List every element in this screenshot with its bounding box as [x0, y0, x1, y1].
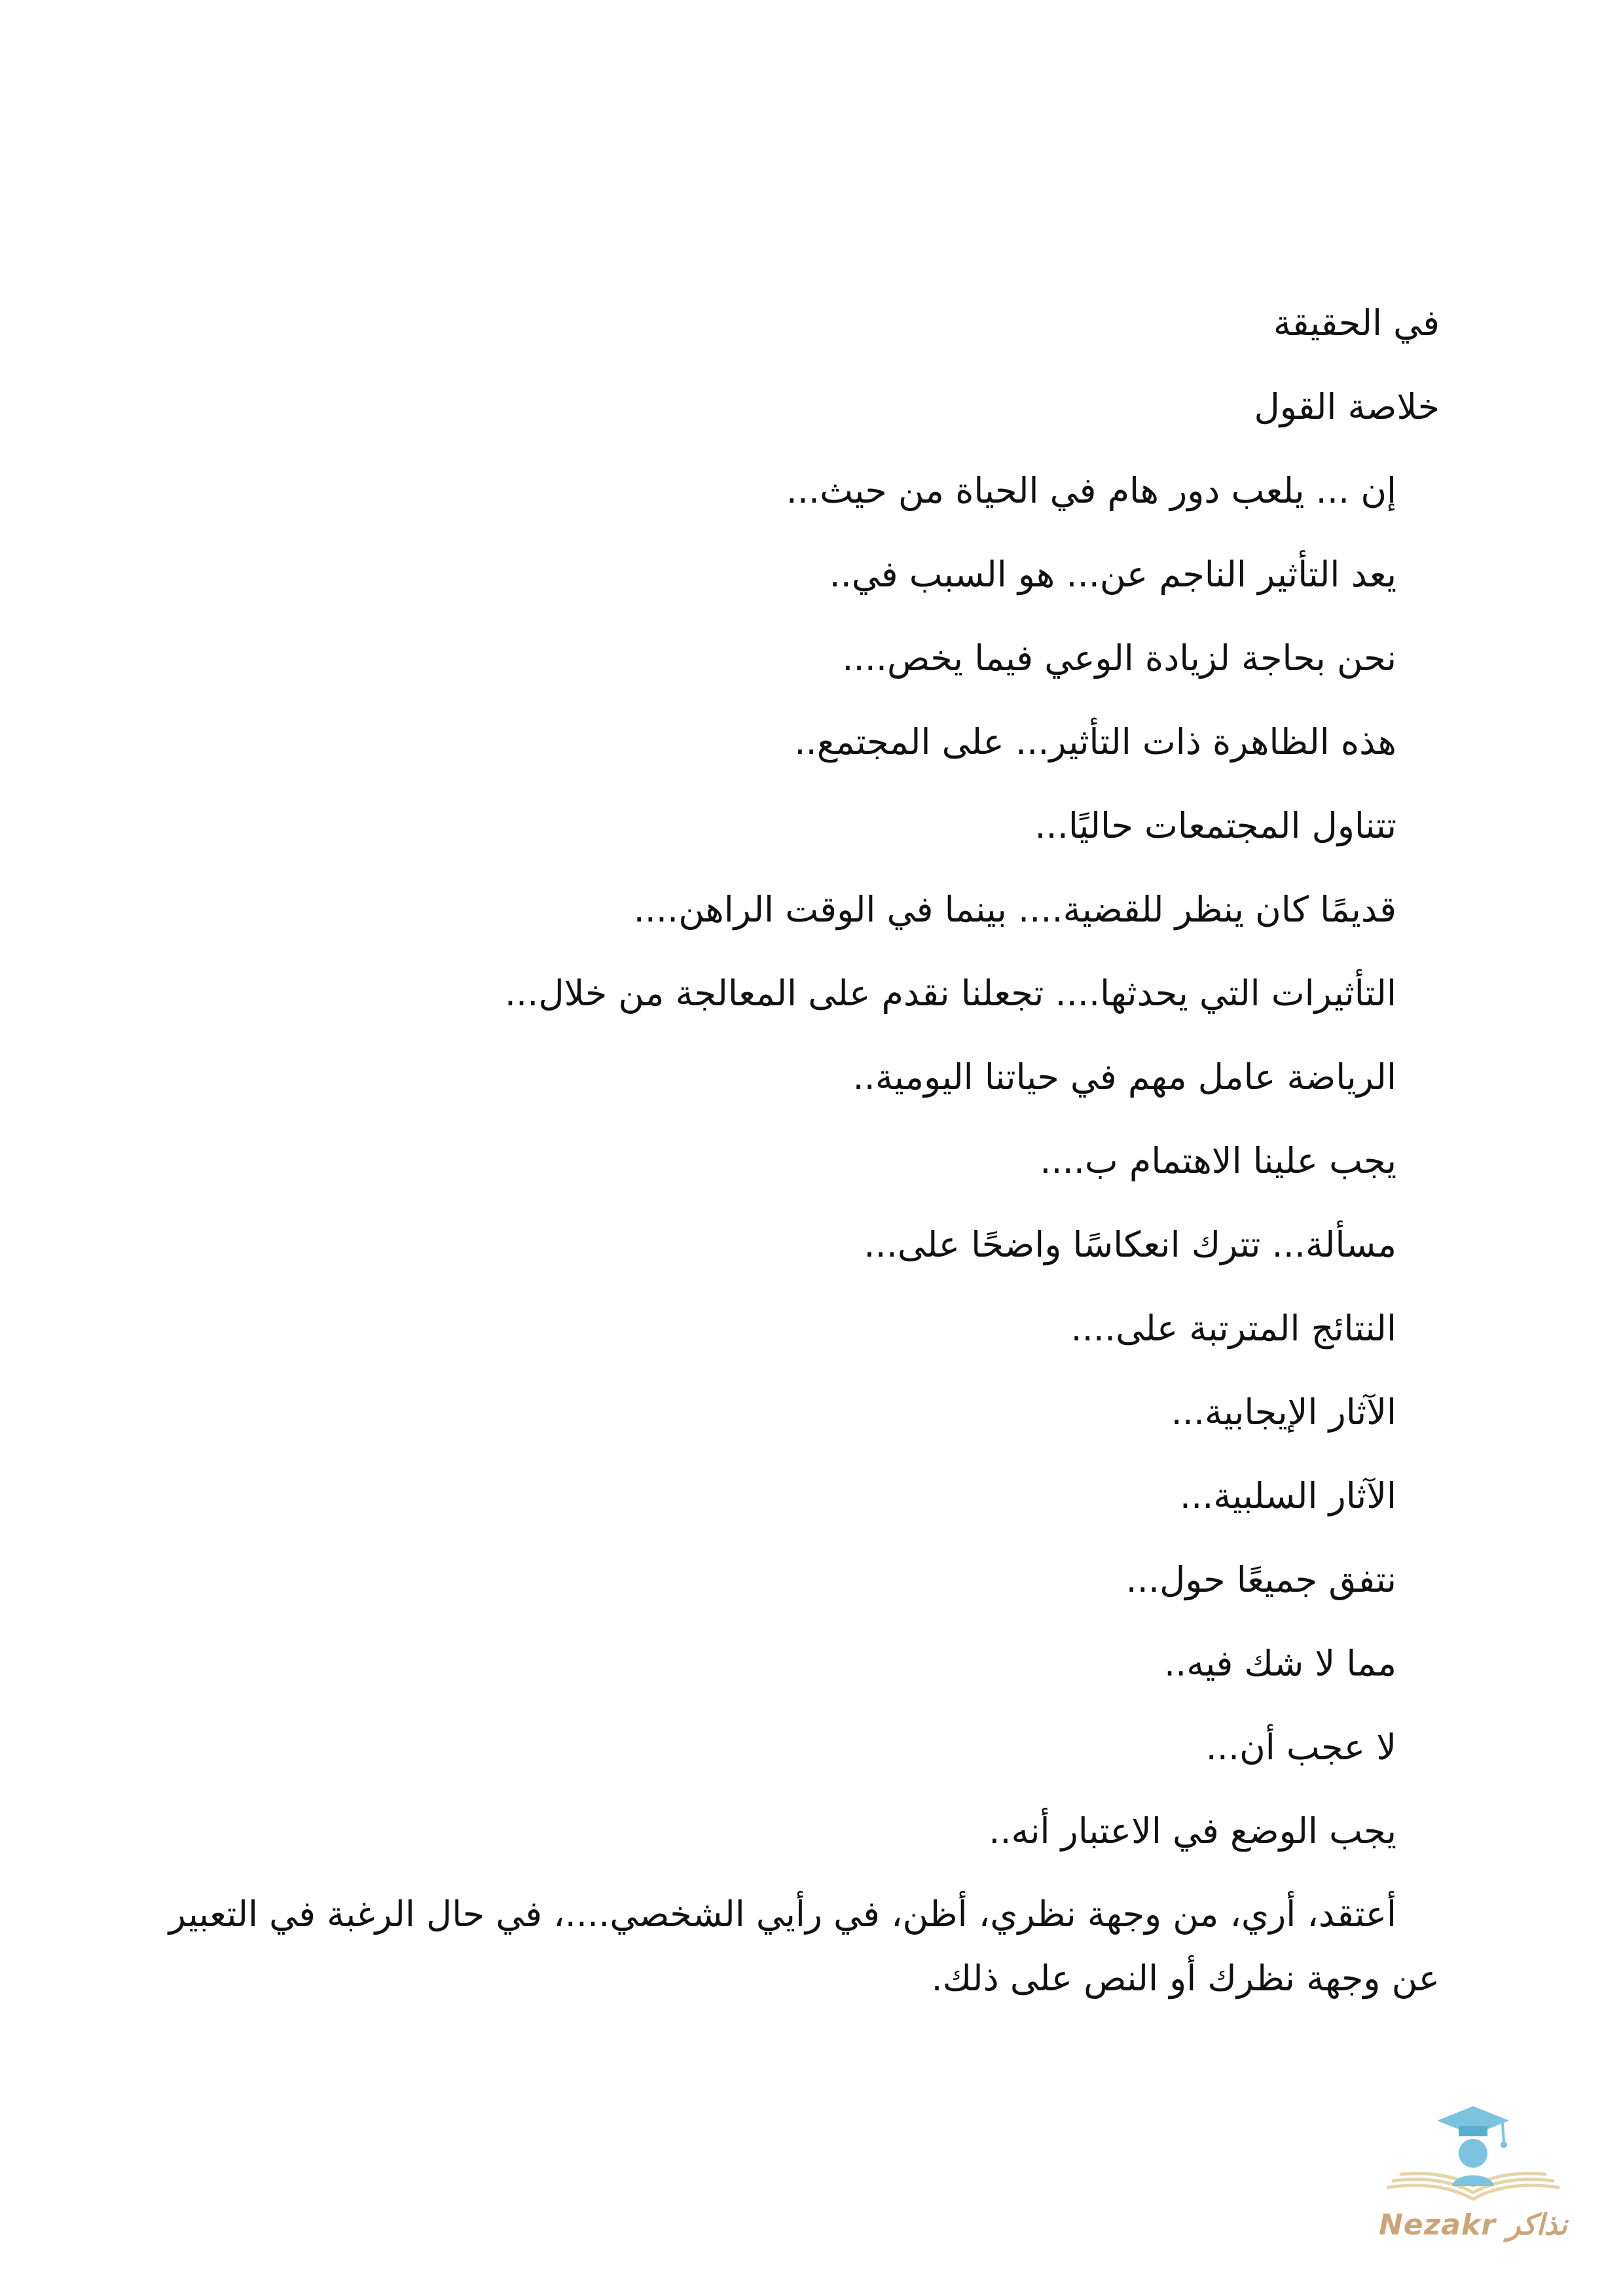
- nezakr-logo: [1375, 2088, 1571, 2251]
- phrase-line: يعد التأثير الناجم عن... هو السبب في..: [829, 554, 1396, 595]
- phrase-line: الرياضة عامل مهم في حياتنا اليومية..: [852, 1056, 1396, 1098]
- phrase-line: يجب علينا الاهتمام ب....: [1040, 1140, 1396, 1181]
- phrase-heading-1: في الحقيقة: [1273, 302, 1440, 344]
- phrase-line: مما لا شك فيه..: [1163, 1643, 1396, 1684]
- phrase-line: قديمًا كان ينظر للقضية.... بينما في الوقت الراهن....: [633, 889, 1396, 930]
- phrase-line: الآثار السلبية...: [1179, 1475, 1396, 1516]
- phrase-line: هذه الظاهرة ذات التأثير... على المجتمع..: [794, 721, 1396, 762]
- phrase-line: نتفق جميعًا حول...: [1125, 1559, 1396, 1600]
- phrase-line: مسألة... تترك انعكاسًا واضحًا على...: [864, 1224, 1396, 1265]
- graduation-book-icon: [1375, 2088, 1571, 2212]
- phrase-line: النتائج المترتبة على....: [1070, 1308, 1396, 1349]
- phrase-line: إن ... يلعب دور هام في الحياة من حيث...: [786, 470, 1396, 511]
- phrases-list: [163, 281, 1440, 2011]
- phrase-heading-2: خلاصة القول: [1254, 386, 1440, 427]
- final-paragraph: [163, 1882, 1440, 2011]
- phrase-line: التأثيرات التي يحدثها.... تجعلنا نقدم على المعالجة من خلال...: [504, 973, 1396, 1014]
- logo-text: Nezakr نذاكر: [1378, 2208, 1568, 2242]
- final-paragraph-part2: في التعبير عن وجهة نظرك أو النص على ذلك.: [168, 1893, 1440, 1999]
- phrase-line: لا عجب أن...: [1205, 1727, 1396, 1768]
- phrase-line: تتناول المجتمعات حاليًا...: [1034, 805, 1396, 846]
- final-paragraph-part1: أعتقد، أري، من وجهة نظري، أظن، في رأيي الشخصي....، في حال الرغبة: [327, 1893, 1396, 1935]
- phrase-line: الآثار الإيجابية...: [1171, 1391, 1396, 1433]
- phrase-line: نحن بحاجة لزيادة الوعي فيما يخص....: [842, 637, 1396, 679]
- phrase-line: يجب الوضع في الاعتبار أنه..: [989, 1810, 1396, 1852]
